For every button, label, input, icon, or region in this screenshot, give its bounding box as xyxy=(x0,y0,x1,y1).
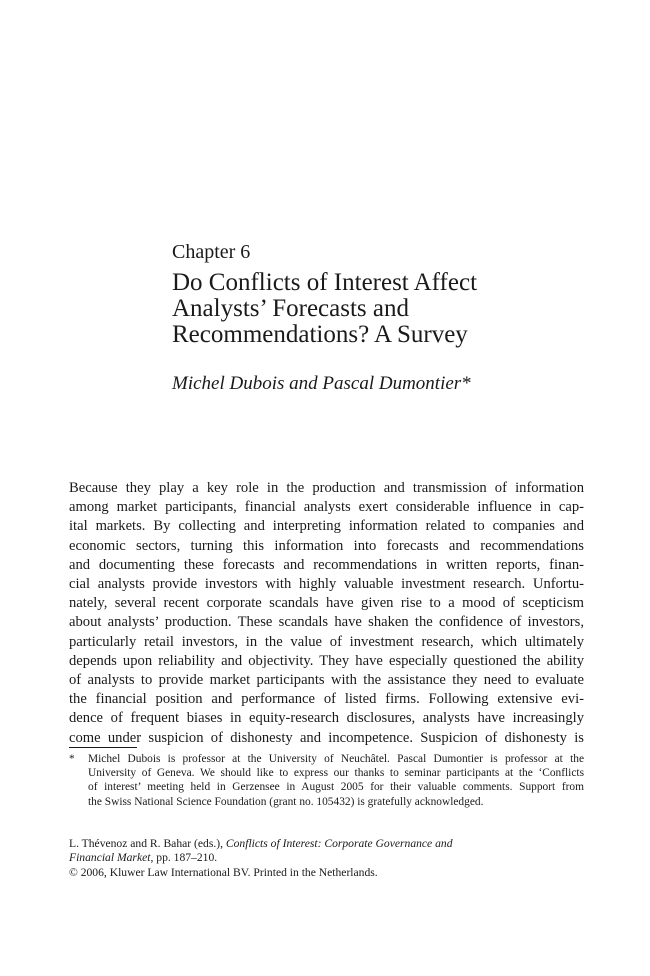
citation-book-title: Financial Market xyxy=(69,851,151,865)
body-line: economic sectors, turning this information into forecasts and recommendations xyxy=(69,537,584,554)
body-paragraph xyxy=(69,479,584,748)
footnote-line: of interest’ meeting held in Gerzensee in August 2005 for their valuable comments. Support from xyxy=(88,781,584,794)
body-line: about analysts’ production. These scandals have shaken the confidence of investors, xyxy=(69,614,584,631)
citation-pages: , pp. 187–210. xyxy=(150,851,218,865)
chapter-title-line: Do Conflicts of Interest Affect xyxy=(172,269,478,296)
chapter-title-line: Analysts’ Forecasts and xyxy=(172,295,409,322)
chapter-authors: Michel Dubois and Pascal Dumontier* xyxy=(172,373,471,394)
body-line: dence of frequent biases in equity-research disclosures, analysts have increasingly xyxy=(69,710,584,727)
footnote-divider xyxy=(69,747,137,748)
body-line: come under suspicion of dishonesty and incompetence. Suspicion of dishonesty is xyxy=(69,729,584,746)
chapter-title-line: Recommendations? A Survey xyxy=(172,321,468,348)
body-line: of analysts to provide market participants with the assistance they need to evaluate xyxy=(69,672,584,689)
body-line: the financial position and performance of listed firms. Following extensive evi- xyxy=(69,691,584,708)
body-line: nately, several recent corporate scandals have given rise to a mood of scepticism xyxy=(69,595,584,612)
body-line: and documenting these forecasts and recommendations in written reports, finan- xyxy=(69,556,584,573)
chapter-title xyxy=(172,270,592,348)
body-line: particularly retail investors, in the value of investment research, which ultimately xyxy=(69,633,584,650)
source-citation xyxy=(69,837,589,880)
chapter-label: Chapter 6 xyxy=(172,241,251,263)
body-line: cial analysts provide investors with highly valuable investment research. Unfortu- xyxy=(69,576,584,593)
footnote-text xyxy=(88,752,584,809)
footnote-line: the Swiss National Science Foundation (grant no. 105432) is gratefully acknowledged. xyxy=(88,795,484,808)
body-line: Because they play a key role in the production and transmission of information xyxy=(69,480,584,496)
footnote-line: University of Geneva. We should like to express our thanks to seminar participants at the ‘Conflicts xyxy=(88,767,584,780)
copyright-line: © 2006, Kluwer Law International BV. Printed in the Netherlands. xyxy=(69,865,378,879)
body-line: ital markets. By collecting and interpreting information related to companies and xyxy=(69,518,584,535)
citation-line xyxy=(69,837,589,851)
citation-editors: L. Thévenoz and R. Bahar (eds.), xyxy=(69,837,226,850)
footnote-marker: * xyxy=(69,753,75,765)
body-line: among market participants, financial analysts exert considerable influence in cap- xyxy=(69,499,584,516)
body-line: depends upon reliability and objectivity. They have especially questioned the ability xyxy=(69,652,584,669)
citation-line xyxy=(69,851,589,865)
footnote-line: Michel Dubois is professor at the University of Neuchâtel. Pascal Dumontier is professor at the xyxy=(88,753,584,765)
citation-book-title: Conflicts of Interest: Corporate Governance and xyxy=(225,837,453,850)
